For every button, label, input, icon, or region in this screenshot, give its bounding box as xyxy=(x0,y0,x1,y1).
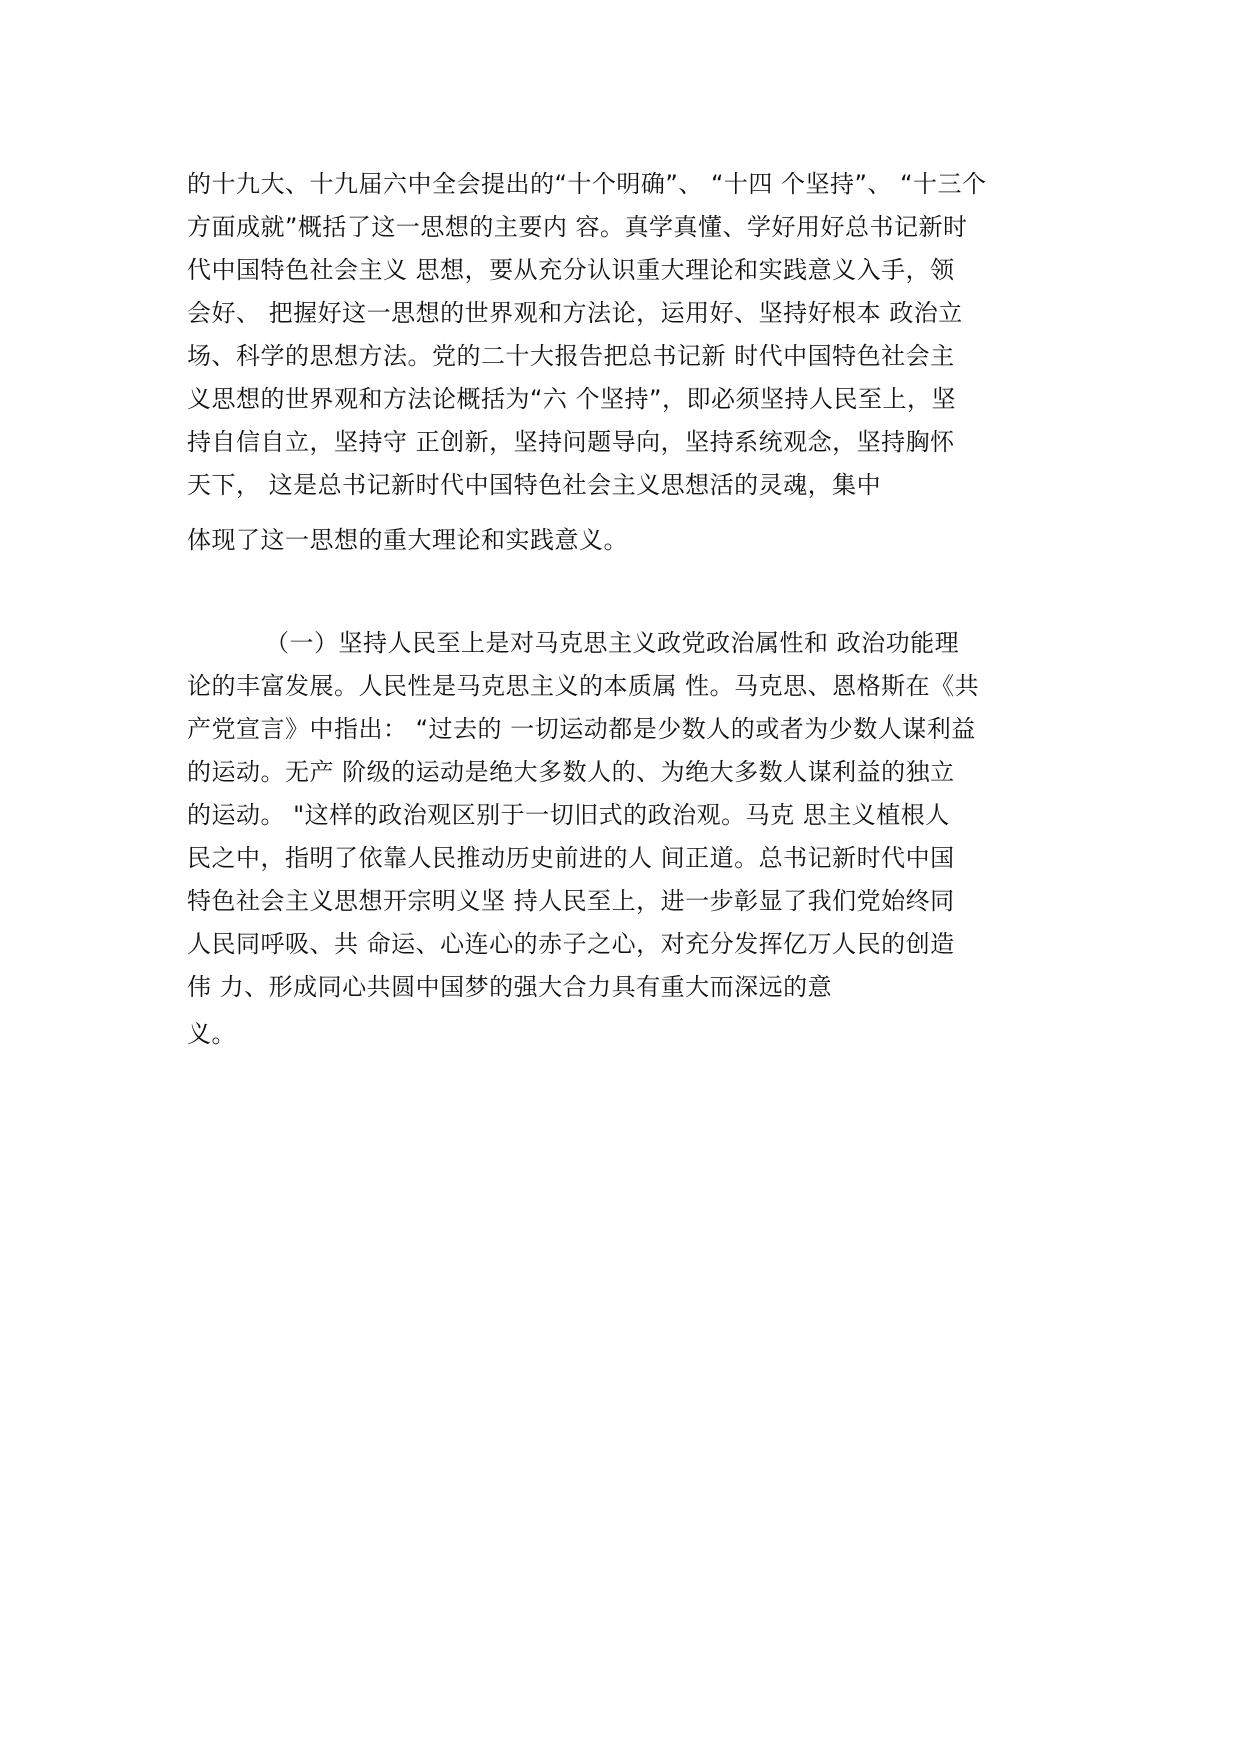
paragraph-2-line-1: （一）坚持人民至上是对马克思主义政党政治属性和 政治功能理 xyxy=(265,629,960,657)
paragraph-1-line-5: 场、科学的思想方法。党的二十大报告把总书记新 时代中国特色社会主 xyxy=(187,342,955,370)
paragraph-1-line-4: 会好、 把握好这一思想的世界观和方法论，运用好、坚持好根本 政治立 xyxy=(187,299,963,327)
paragraph-2-tail xyxy=(187,1013,1067,1056)
paragraph-1-line-8: 天下， 这是总书记新时代中国特色社会主义思想活的灵魂，集中 xyxy=(187,471,882,499)
paragraph-2 xyxy=(187,622,1067,1009)
paragraph-1 xyxy=(187,163,1067,507)
paragraph-1-line-7: 持自信自立，坚持守 正创新，坚持问题导向，坚持系统观念，坚持胸怀 xyxy=(187,428,955,456)
paragraph-1-tail-line: 体现了这一思想的重大理论和实践意义。 xyxy=(187,526,628,554)
paragraph-2-tail-line: 义。 xyxy=(187,1020,236,1048)
paragraph-2-line-9: 伟 力、形成同心共圆中国梦的强大合力具有重大而深远的意 xyxy=(187,973,833,1001)
paragraph-2-line-3: 产党宣言》中指出： “过去的 一切运动都是少数人的或者为少数人谋利益 xyxy=(187,715,976,743)
paragraph-2-line-7: 特色社会主义思想开宗明义坚 持人民至上，进一步彰显了我们党始终同 xyxy=(187,887,955,915)
paragraph-1-line-2: 方面成就”概括了这一思想的主要内 容。真学真懂、学好用好总书记新时 xyxy=(187,213,968,241)
paragraph-2-line-8: 人民同呼吸、共 命运、心连心的赤子之心，对充分发挥亿万人民的创造 xyxy=(187,930,955,958)
paragraph-2-line-5: 的运动。 "这样的政治观区别于一切旧式的政治观。马克 思主义植根人 xyxy=(187,801,950,829)
paragraph-2-line-4: 的运动。无产 阶级的运动是绝大多数人的、为绝大多数人谋利益的独立 xyxy=(187,758,955,786)
paragraph-1-tail xyxy=(187,519,1067,562)
paragraph-1-line-6: 义思想的世界观和方法论概括为“六 个坚持”，即必须坚持人民至上，坚 xyxy=(187,385,956,413)
paragraph-1-line-1: 的十九大、十九届六中全会提出的“十个明确”、 “十四 个坚持”、 “十三个 xyxy=(187,170,987,198)
paragraph-2-line-6: 民之中，指明了依靠人民推动历史前进的人 间正道。总书记新时代中国 xyxy=(187,844,955,872)
paragraph-1-line-3: 代中国特色社会主义 思想，要从充分认识重大理论和实践意义入手，领 xyxy=(187,256,955,284)
paragraph-2-line-2: 论的丰富发展。人民性是马克思主义的本质属 性。马克思、恩格斯在《共 xyxy=(187,672,980,700)
